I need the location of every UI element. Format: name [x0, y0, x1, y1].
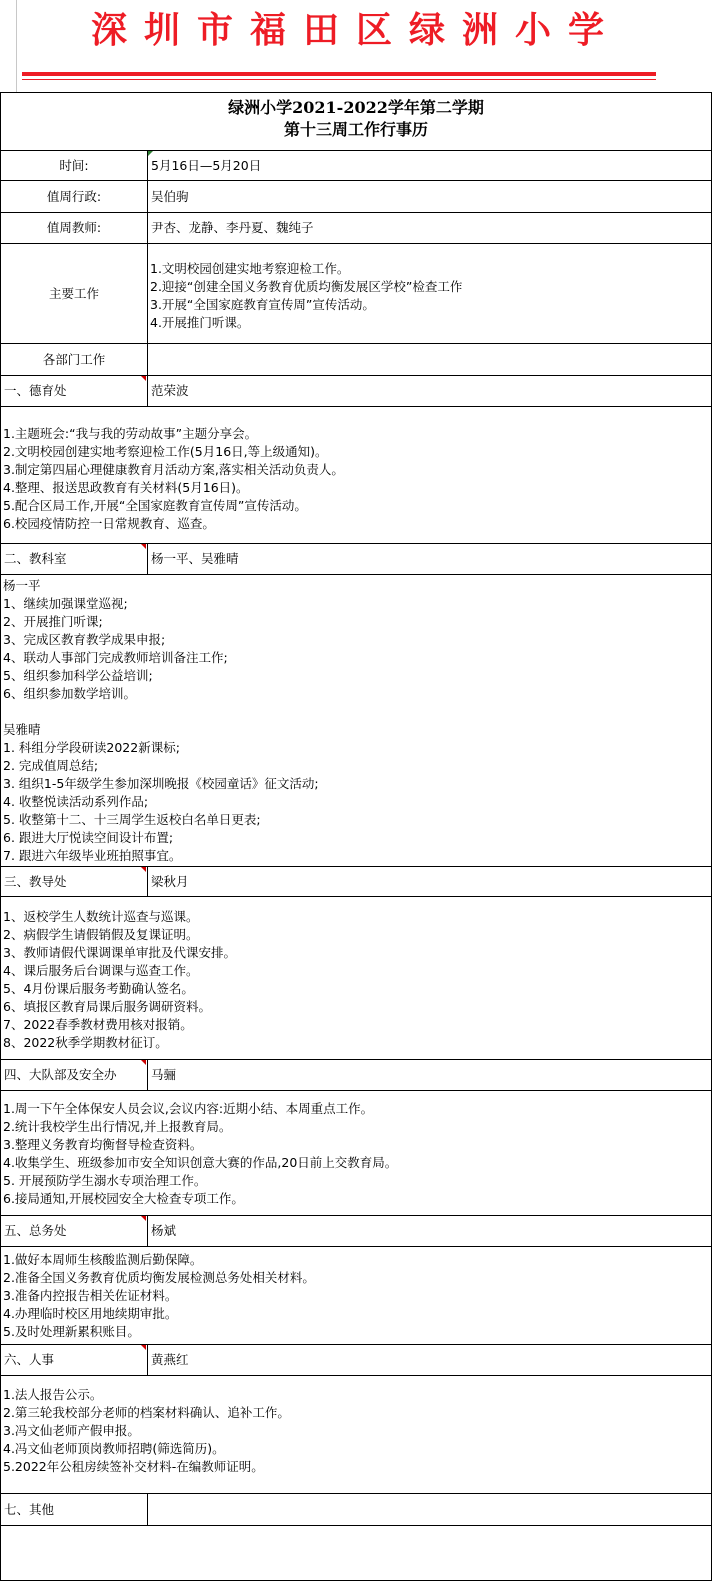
- banner-rule-thin: [22, 79, 656, 80]
- title-line-1: 绿洲小学2021-2022学年第二学期: [228, 98, 484, 117]
- time-label: 时间:: [0, 150, 148, 181]
- dept-person-general: 杨斌: [147, 1215, 712, 1247]
- dept-person-other: [147, 1493, 712, 1526]
- dept-content-safety: 1.周一下午全体保安人员会议,会议内容:近期小结、本周重点工作。 2.统计我校学生出行情况,并上报教育局。 3.整理义务教育均衡督导检查资料。 4.收集学生、班级参加市安全知识创意大赛的作品,20日前上交教育局。 5. 开展预防学生溺水专项治理工作。 6.接局通知,开展校园安全大检查专项工作。: [0, 1090, 712, 1216]
- comment-marker: [141, 1060, 146, 1065]
- dept-name-general: 五、总务处: [0, 1215, 148, 1247]
- dept-work-label: 各部门工作: [0, 343, 148, 376]
- dept-name-moral: 一、德育处: [0, 375, 148, 407]
- cell-note-marker: [148, 151, 153, 156]
- comment-marker: [141, 1345, 146, 1350]
- dept-work-empty: [147, 343, 712, 376]
- document-title: [0, 92, 712, 150]
- dept-name-research: 二、教科室: [0, 543, 148, 575]
- dept-name-teaching: 三、教导处: [0, 866, 148, 897]
- school-banner-title: 深圳市福田区绿洲小学: [90, 9, 621, 51]
- letterhead-banner: [0, 0, 712, 92]
- dept-content-hr: 1.法人报告公示。 2.第三轮我校部分老师的档案材料确认、追补工作。 3.冯文仙老师产假申报。 4.冯文仙老师顶岗教师招聘(筛选简历)。 5.2022年公租房续签补交材料-在编教师证明。: [0, 1375, 712, 1494]
- dept-content-teaching: 1、返校学生人数统计巡查与巡课。 2、病假学生请假销假及复课证明。 3、教师请假代课调课单审批及代课安排。 4、课后服务后台调课与巡查工作。 5、4月份课后服务考勤确认签名。 6、填报区教育局课后服务调研资料。 7、2022春季教材费用核对报销。 8、2022秋季学期教材征订。: [0, 896, 712, 1060]
- dept-content-moral: 1.主题班会:“我与我的劳动故事”主题分享会。 2.文明校园创建实地考察迎检工作(5月16日,等上级通知)。 3.制定第四届心理健康教育月活动方案,落实相关活动负责人。 4.整理、报送思政教育有关材料(5月16日)。 5.配合区局工作,开展“全国家庭教育宣传周”宣传活动。 6.校园疫情防控一日常规教育、巡查。: [0, 406, 712, 544]
- comment-marker: [141, 1216, 146, 1221]
- teachers-label: 值周教师:: [0, 212, 148, 244]
- comment-marker: [141, 867, 146, 872]
- dept-content-other: [0, 1525, 712, 1581]
- dept-name-other: 七、其他: [0, 1493, 148, 1526]
- title-line-2: 第十三周工作行事历: [283, 120, 428, 139]
- dept-person-moral: 范荣波: [147, 375, 712, 407]
- dept-content-research: 杨一平 1、继续加强课堂巡视; 2、开展推门听课; 3、完成区教育教学成果申报; 4、联动人事部门完成教师培训备注工作; 5、组织参加科学公益培训; 6、组织参加数学培训。 吴雅晴 1. 科组分学段研读2022新课标; 2. 完成值周总结; 3. 组织1-5年级学生参加深圳晚报《校园童话》征文活动; 4. 收整悦读活动系列作品; 5. 收整第十二、十三周学生返校白名单日更表; 6. 跟进大厅悦读空间设计布置; 7. 跟进六年级毕业班拍照事宜。: [0, 574, 712, 867]
- dept-person-safety: 马骊: [147, 1059, 712, 1091]
- main-work-label: 主要工作: [0, 243, 148, 344]
- banner-rule-thick: [22, 72, 656, 76]
- admin-value: 吴伯驹: [147, 180, 712, 213]
- comment-marker: [141, 544, 146, 549]
- dept-content-general: 1.做好本周师生核酸监测后勤保障。 2.准备全国义务教育优质均衡发展检测总务处相关材料。 3.准备内控报告相关佐证材料。 4.办理临时校区用地续期审批。 5.及时处理新累积账目。: [0, 1246, 712, 1345]
- dept-name-safety: 四、大队部及安全办: [0, 1059, 148, 1091]
- time-value: 5月16日—5月20日: [147, 150, 712, 181]
- dept-person-research: 杨一平、吴雅晴: [147, 543, 712, 575]
- dept-person-teaching: 梁秋月: [147, 866, 712, 897]
- teachers-value: 尹杏、龙静、李丹夏、魏纯子: [147, 212, 712, 244]
- main-work-list: 1.文明校园创建实地考察迎检工作。 2.迎接“创建全国义务教育优质均衡发展区学校”检查工作 3.开展“全国家庭教育宣传周”宣传活动。 4.开展推门听课。: [147, 243, 712, 344]
- comment-marker: [141, 376, 146, 381]
- admin-label: 值周行政:: [0, 180, 148, 213]
- dept-name-hr: 六、人事: [0, 1344, 148, 1376]
- dept-person-hr: 黄燕红: [147, 1344, 712, 1376]
